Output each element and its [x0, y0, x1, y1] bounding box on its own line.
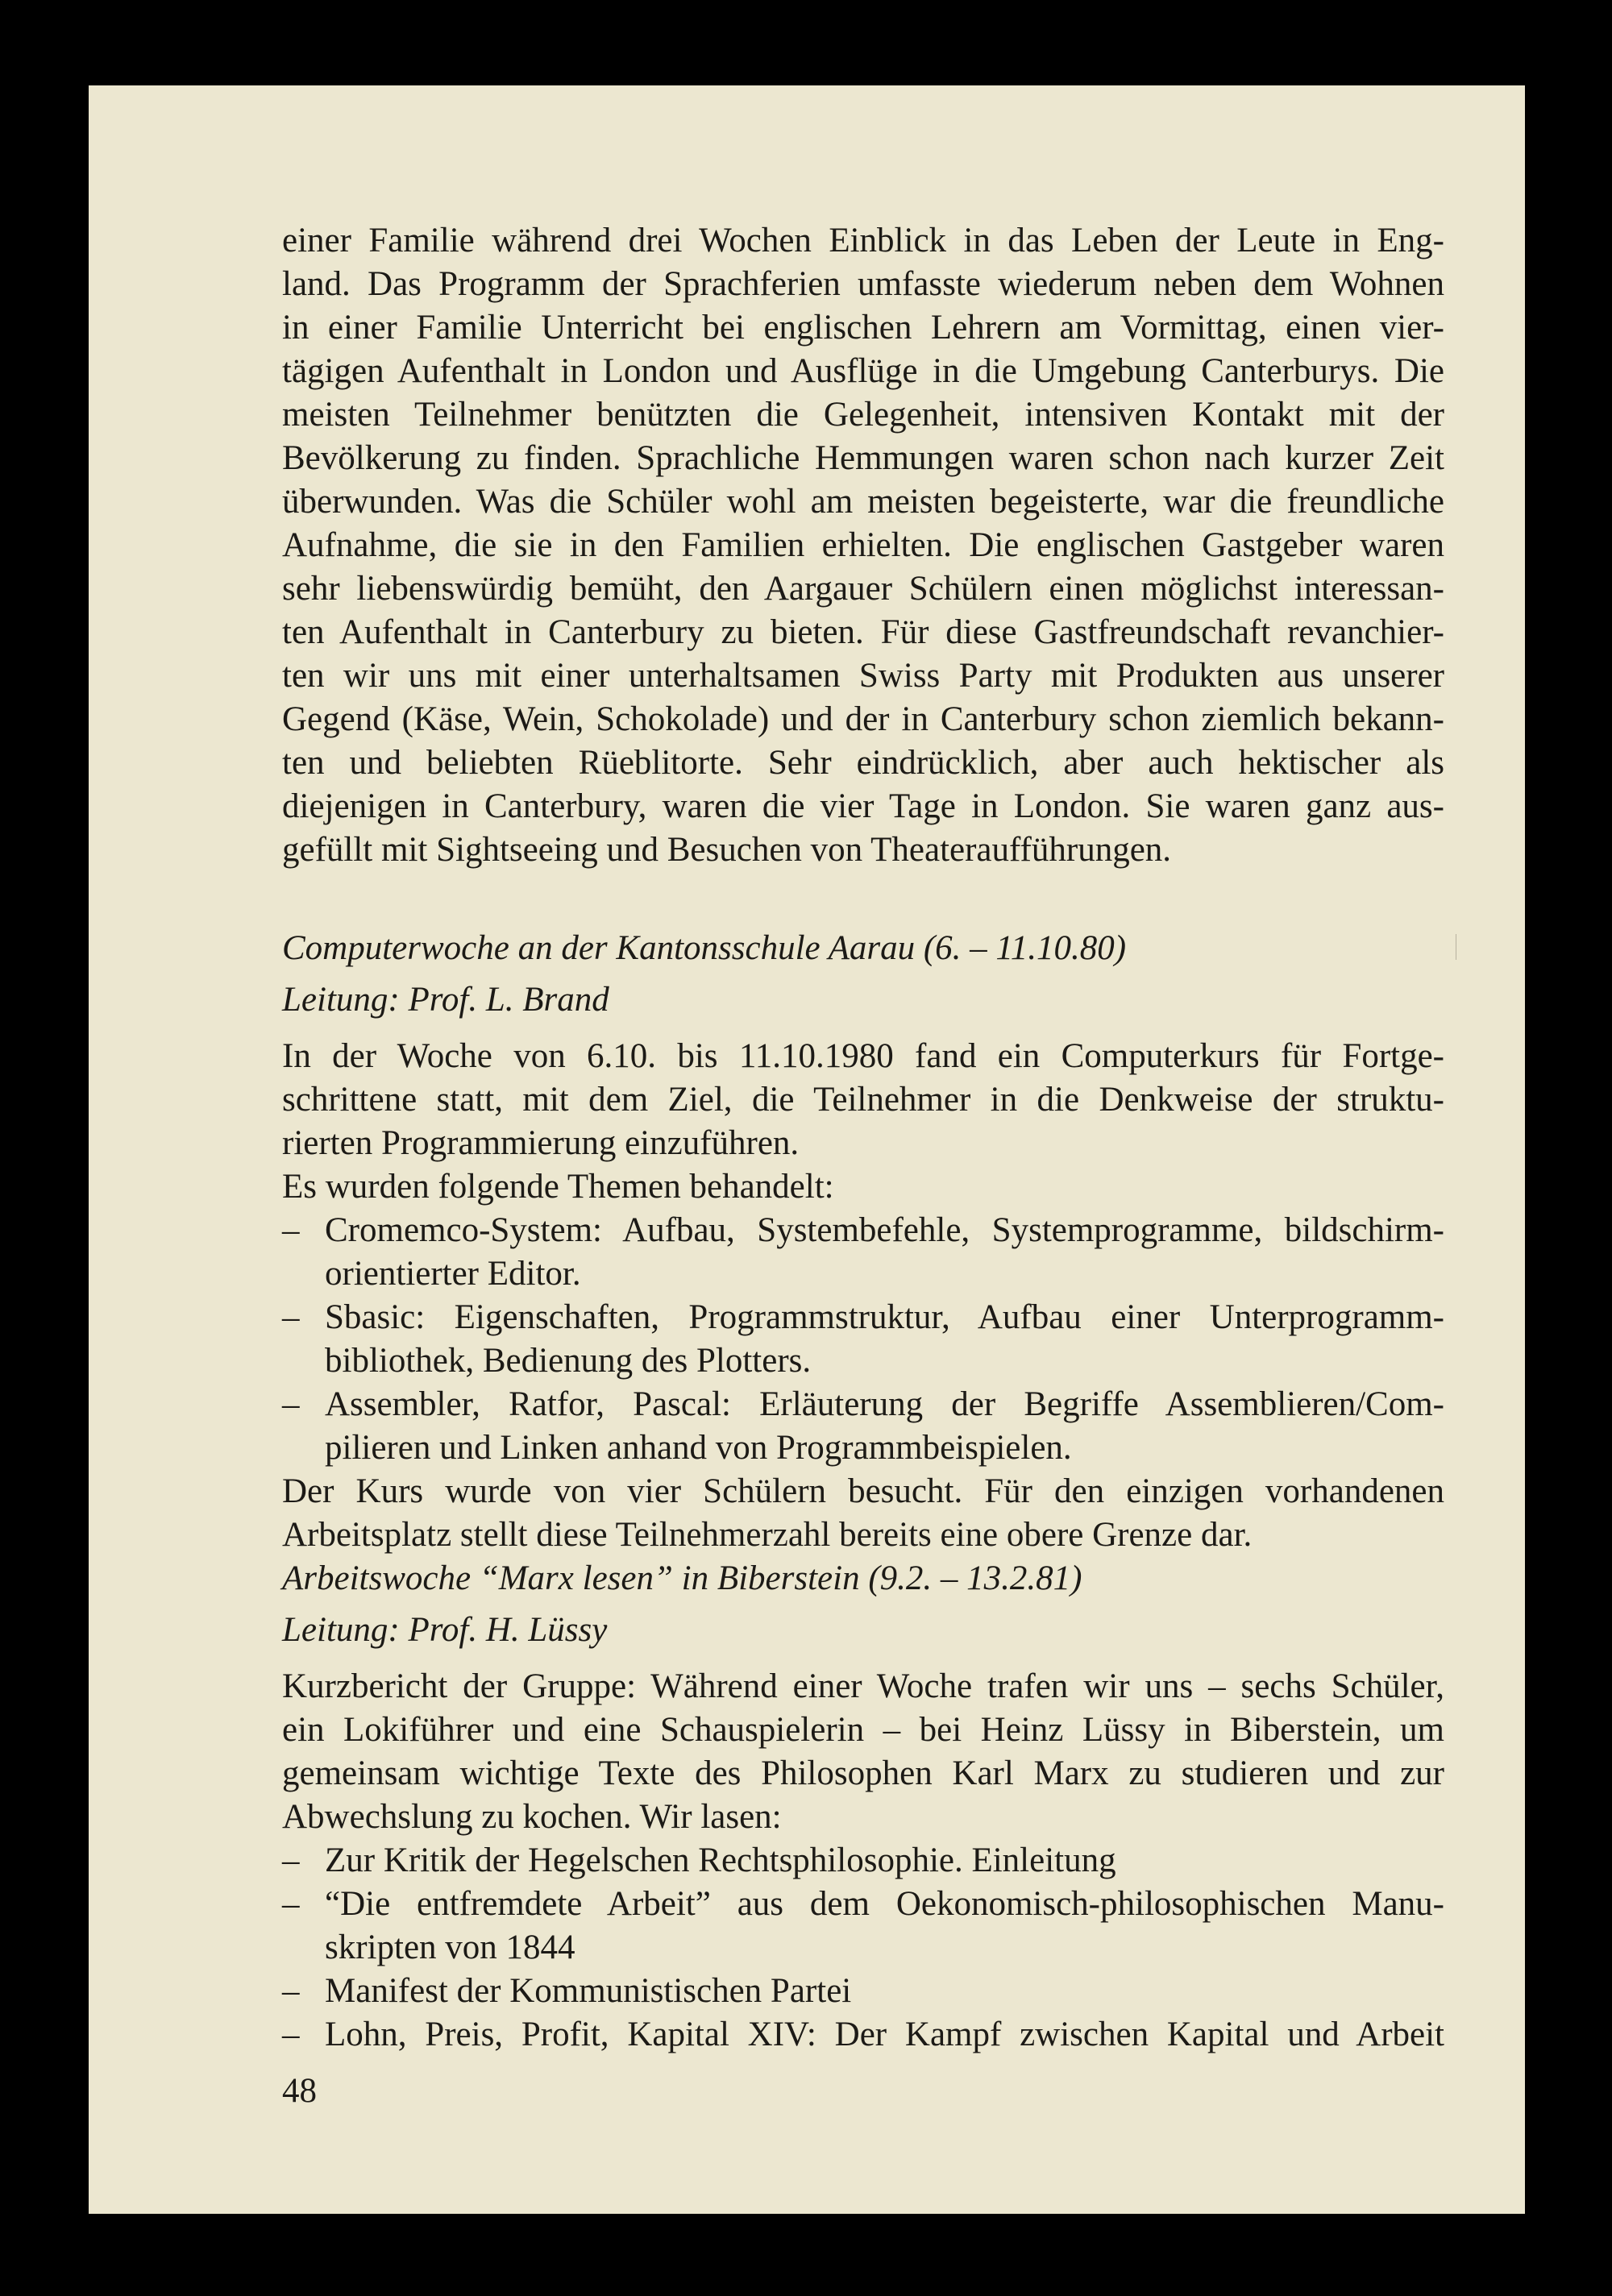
list-item: – Cromemco-System: Aufbau, Systembefehle, Systemprogramme, bildschirm- [282, 1209, 1444, 1252]
section-intro [282, 1035, 1444, 1209]
section-intro [282, 1665, 1444, 1839]
paragraph-line: überwunden. Was die Schüler wohl am meisten begeisterte, war die freundliche [282, 483, 1444, 521]
marx-week-section [282, 1557, 1444, 2057]
list-item-continuation: pilieren und Linken anhand von Programmbeispielen. [325, 1429, 1072, 1467]
section-closing [282, 1470, 1444, 1557]
paragraph-line: Arbeitsplatz stellt diese Teilnehmerzahl bereits eine obere Grenze dar. [282, 1516, 1253, 1554]
list-item-continuation: bibliothek, Bedienung des Plotters. [325, 1342, 812, 1380]
paragraph-line: gefüllt mit Sightseeing und Besuchen von Theateraufführungen. [282, 831, 1172, 869]
paragraph-line: Bevölkerung zu finden. Sprachliche Hemmungen waren schon nach kurzer Zeit [282, 439, 1444, 477]
paragraph-line: In der Woche von 6.10. bis 11.10.1980 fand ein Computerkurs für Fortge- [282, 1037, 1444, 1075]
paragraph-line: gemeinsam wichtige Texte des Philosophen Karl Marx zu studieren und zur [282, 1754, 1444, 1792]
section-leader: Leitung: Prof. H. Lüssy [282, 1611, 608, 1649]
list-item-continuation: orientierter Editor. [325, 1255, 581, 1293]
list-item-continuation: skripten von 1844 [325, 1929, 575, 1966]
paragraph-line: Gegend (Käse, Wein, Schokolade) und der in Canterbury schon ziemlich bekann- [282, 700, 1444, 738]
paragraph-line: ein Lokiführer und eine Schauspielerin – bei Heinz Lüssy in Biberstein, um [282, 1711, 1444, 1749]
dash-marker: – [282, 2016, 300, 2053]
paragraph-line: tägigen Aufenthalt in London und Ausflüge in die Umgebung Canterburys. Die [282, 352, 1444, 390]
paragraph-line: schrittene statt, mit dem Ziel, die Teilnehmer in die Denkweise der struktu- [282, 1081, 1444, 1119]
page-number: 48 [282, 2072, 317, 2110]
section-leader: Leitung: Prof. L. Brand [282, 981, 609, 1019]
section-title: Computerwoche an der Kantonsschule Aarau (6. – 11.10.80) [282, 929, 1127, 967]
paragraph-line: rierten Programmierung einzuführen. [282, 1124, 800, 1162]
scanned-page [89, 85, 1525, 2214]
paragraph-line: meisten Teilnehmer benützten die Gelegenheit, intensiven Kontakt mit der [282, 396, 1444, 434]
list-item: – Manifest der Kommunistischen Partei [282, 1970, 1444, 2013]
dash-marker: – [282, 1885, 300, 1923]
computer-week-section [282, 927, 1444, 1557]
dash-marker: – [282, 1972, 300, 2010]
paragraph-line: Kurzbericht der Gruppe: Während einer Woche trafen wir uns – sechs Schüler, [282, 1667, 1444, 1705]
dash-marker: – [282, 1385, 300, 1423]
paragraph-line: ten und beliebten Rüeblitorte. Sehr eindrücklich, aber auch hektischer als [282, 744, 1444, 782]
list-item: – “Die entfremdete Arbeit” aus dem Oekonomisch-philosophischen Manu- [282, 1883, 1444, 1926]
list-item: – Lohn, Preis, Profit, Kapital XIV: Der Kampf zwischen Kapital und Arbeit [282, 2013, 1444, 2057]
paragraph-line: Der Kurs wurde von vier Schülern besucht. Für den einzigen vorhandenen [282, 1472, 1444, 1510]
list-item: – Assembler, Ratfor, Pascal: Erläuterung der Begriffe Assemblieren/Com- [282, 1383, 1444, 1426]
dash-marker: – [282, 1841, 300, 1879]
paragraph-line: Abwechslung zu kochen. Wir lasen: [282, 1798, 782, 1836]
paragraph-line: ten Aufenthalt in Canterbury zu bieten. Für diese Gastfreundschaft revanchier- [282, 613, 1444, 651]
paragraph-line: Aufnahme, die sie in den Familien erhielten. Die englischen Gastgeber waren [282, 526, 1444, 564]
paragraph-line: diejenigen in Canterbury, waren die vier Tage in London. Sie waren ganz aus- [282, 787, 1444, 825]
paragraph-line: ten wir uns mit einer unterhaltsamen Swiss Party mit Produkten aus unserer [282, 657, 1444, 695]
language-trip-paragraph [282, 219, 1444, 872]
reading-list [282, 1839, 1444, 2057]
paragraph-line: land. Das Programm der Sprachferien umfasste wiederum neben dem Wohnen [282, 265, 1444, 303]
paragraph-line: einer Familie während drei Wochen Einblick in das Leben der Leute in Eng- [282, 222, 1444, 259]
topics-list [282, 1209, 1444, 1470]
section-title: Arbeitswoche “Marx lesen” in Biberstein (9.2. – 13.2.81) [282, 1559, 1082, 1597]
list-item: – Sbasic: Eigenschaften, Programmstruktur, Aufbau einer Unterprogramm- [282, 1296, 1444, 1339]
dash-marker: – [282, 1298, 300, 1336]
paragraph-line: in einer Familie Unterricht bei englischen Lehrern am Vormittag, einen vier- [282, 309, 1444, 347]
dash-marker: – [282, 1211, 300, 1249]
paragraph-line: sehr liebenswürdig bemüht, den Aargauer Schülern einen möglichst interessan- [282, 570, 1444, 608]
topics-intro: Es wurden folgende Themen behandelt: [282, 1168, 834, 1206]
list-item: – Zur Kritik der Hegelschen Rechtsphilosophie. Einleitung [282, 1839, 1444, 1883]
